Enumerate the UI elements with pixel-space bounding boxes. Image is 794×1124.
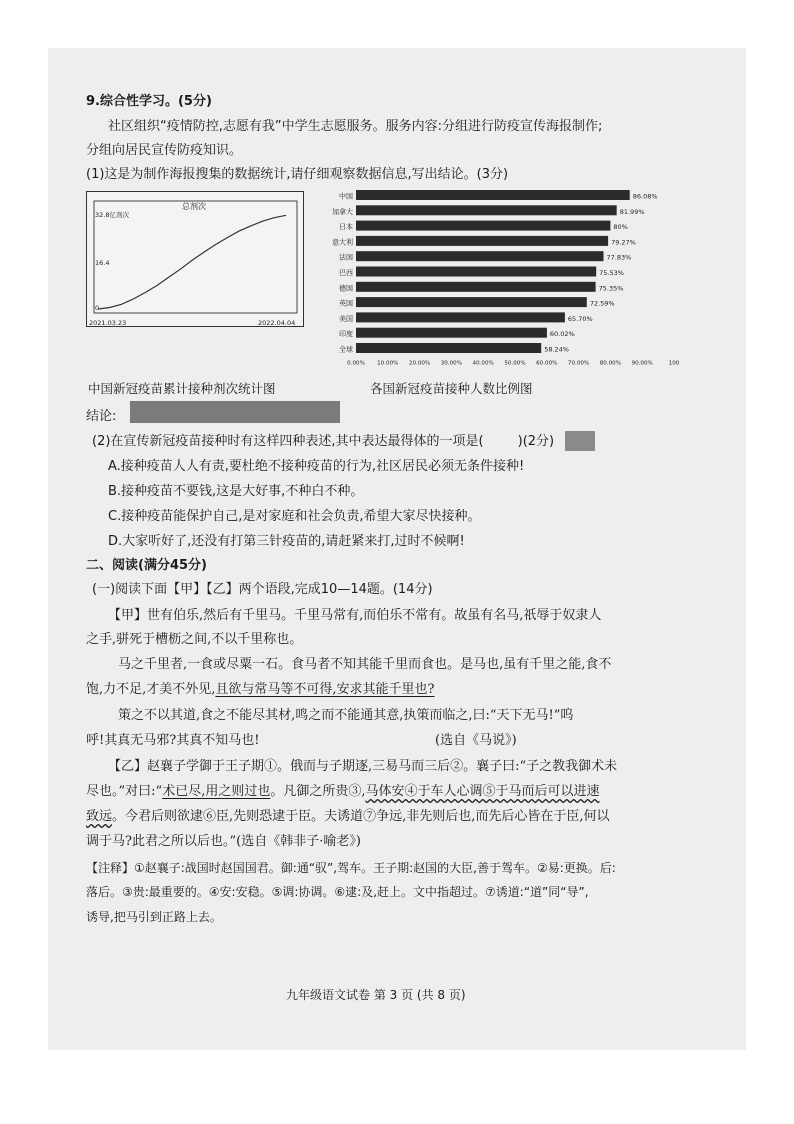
bar bbox=[356, 236, 608, 246]
vaccination-dose-line-chart bbox=[86, 191, 304, 327]
bar-category-label: 英国 bbox=[339, 299, 353, 308]
bar-value-label: 75.35% bbox=[598, 284, 624, 293]
bar-x-tick-label: 30.00% bbox=[440, 360, 463, 367]
line-chart-y-label-zero: 0 bbox=[95, 304, 100, 312]
option-b: B.接种疫苗不要钱,这是大好事,不种白不种。 bbox=[108, 484, 364, 499]
bar-x-tick-label: 10.00% bbox=[377, 360, 399, 367]
bar-x-tick-label: 80.00% bbox=[599, 360, 622, 367]
conclusion-label: 结论: bbox=[86, 409, 117, 424]
bar-chart-caption: 各国新冠疫苗接种人数比例图 bbox=[370, 381, 533, 396]
yi-line-4: 调于马?此君之所以后也。”(选自《韩非子·喻老》) bbox=[86, 834, 361, 849]
bar bbox=[356, 190, 630, 200]
yi-line-1: 【乙】赵襄子学御于王子期①。俄而与子期逐,三易马而三后②。襄子曰:“子之教我御术未 bbox=[108, 759, 618, 774]
conclusion-answer-redacted bbox=[130, 401, 340, 423]
yi-line-2 bbox=[86, 783, 599, 801]
bar-value-label: 75.53% bbox=[599, 269, 624, 277]
bar-value-label: 81.99% bbox=[619, 207, 645, 216]
jia-underlined-sentence: 且欲与常马等不可得,安求其能千里也? bbox=[215, 682, 435, 697]
bar-category-label: 日本 bbox=[339, 223, 353, 232]
yi-wavy-underlined-end: 致远 bbox=[86, 809, 113, 824]
bar-category-label: 全球 bbox=[339, 345, 353, 354]
page-footer: 九年级语文试卷 第 3 页 (共 8 页) bbox=[286, 988, 466, 1002]
bar-x-tick-label: 70.00% bbox=[567, 360, 590, 367]
line-chart-title: 总剂次 bbox=[182, 202, 206, 211]
jia-line-3: 马之千里者,一食或尽粟一石。食马者不知其能千里而食也。是马也,虽有千里之能,食不 bbox=[118, 657, 612, 672]
bar-value-label: 77.83% bbox=[606, 253, 632, 262]
jia-line-4-text: 饱,力不足,才美不外见, bbox=[86, 682, 216, 697]
jia-line-2: 之手,骈死于槽枥之间,不以千里称也。 bbox=[86, 632, 303, 647]
bar-category-label: 加拿大 bbox=[332, 207, 353, 216]
bar-category-label: 中国 bbox=[339, 192, 353, 201]
question-9-part2 bbox=[92, 433, 554, 451]
yi-line-2-pre: 尽也。”对曰:“ bbox=[86, 784, 163, 799]
bar-x-tick-label: 20.00% bbox=[408, 360, 431, 367]
bar-category-label: 法国 bbox=[339, 253, 353, 262]
yi-line-3 bbox=[86, 808, 610, 826]
bar-category-label: 美国 bbox=[339, 314, 353, 323]
bar bbox=[356, 343, 541, 353]
bar-category-label: 意大利 bbox=[332, 238, 353, 247]
bar-value-label: 60.02% bbox=[549, 330, 575, 339]
bar bbox=[356, 205, 617, 215]
line-chart-caption: 中国新冠疫苗累计接种剂次统计图 bbox=[88, 381, 276, 396]
bar-x-tick-label: 50.00% bbox=[504, 360, 526, 367]
notes-line-1: 【注释】①赵襄子:战国时赵国国君。御:通“驭”,驾车。王子期:赵国的大臣,善于驾车。②易:更换。后: bbox=[86, 861, 616, 875]
bar-value-label: 58.24% bbox=[544, 345, 570, 354]
bar-value-label: 65.70% bbox=[567, 314, 593, 323]
bar bbox=[356, 267, 596, 277]
line-chart-y-label-mid: 16.4 bbox=[95, 259, 110, 267]
bar-value-label: 79.27% bbox=[611, 238, 636, 247]
jia-line-4 bbox=[86, 681, 435, 699]
yi-line-3-rest: 。今君后则欲逮⑥臣,先则恐逮于臣。夫诱道⑦争远,非先则后也,而先后心皆在于臣,何以 bbox=[112, 809, 610, 824]
option-c: C.接种疫苗能保护自己,是对家庭和社会负责,希望大家尽快接种。 bbox=[108, 509, 481, 524]
bar-x-tick-label: 0.00% bbox=[347, 360, 365, 367]
jia-source: (选自《马说》) bbox=[435, 733, 517, 748]
bar bbox=[356, 297, 587, 307]
line-chart-y-label-top: 32.8亿剂次 bbox=[95, 211, 129, 219]
question-9-intro-line2: 分组向居民宣传防疫知识。 bbox=[86, 143, 243, 158]
yi-wavy-underlined: 马体安④于车人心调⑤于马而后可以进速 bbox=[365, 784, 600, 799]
yi-line-2-mid: 。凡御之所贵③, bbox=[270, 784, 366, 799]
bar bbox=[356, 312, 565, 322]
bar-value-label: 72.59% bbox=[589, 299, 615, 308]
bar-value-label: 80% bbox=[613, 223, 628, 232]
bar-category-label: 巴西 bbox=[339, 269, 353, 277]
question-9-heading: 9.综合性学习。(5分) bbox=[86, 94, 212, 109]
bar-category-label: 德国 bbox=[339, 284, 353, 293]
notes-line-3: 诱导,把马引到正路上去。 bbox=[86, 910, 222, 924]
question-9-part1: (1)这是为制作海报搜集的数据统计,请仔细观察数据信息,写出结论。(3分) bbox=[86, 167, 509, 182]
bar-category-label: 印度 bbox=[339, 330, 353, 339]
section-2-heading: 二、阅读(满分45分) bbox=[86, 558, 207, 573]
option-d: D.大家听好了,还没有打第三针疫苗的,请赶紧来打,过时不候啊! bbox=[108, 534, 465, 549]
bar-value-label: 86.08% bbox=[632, 192, 658, 201]
jia-line-5: 策之不以其道,食之不能尽其材,鸣之而不能通其意,执策而临之,曰:“天下无马!”呜 bbox=[118, 708, 574, 723]
bar bbox=[356, 282, 596, 292]
notes-line-2: 落后。③贵:最重要的。④安:安稳。⑤调:协调。⑥逮:及,赶上。文中指超过。⑦诱道:“道”同“导”, bbox=[86, 885, 589, 899]
jia-line-1: 【甲】世有伯乐,然后有千里马。千里马常有,而伯乐不常有。故虽有名马,祇辱于奴隶人 bbox=[108, 608, 602, 623]
question-9-part2-end: )(2分) bbox=[517, 434, 555, 449]
jia-line-6: 呼!其真无马邪?其真不知马也! bbox=[86, 733, 260, 748]
bar-x-tick-label: 90.00% bbox=[631, 360, 653, 367]
section-2-sub1: (一)阅读下面【甲】【乙】两个语段,完成10—14题。(14分) bbox=[92, 582, 433, 597]
line-chart-x-end: 2022.04.04 bbox=[258, 319, 296, 327]
question-9-intro-line1: 社区组织“疫情防控,志愿有我”中学生志愿服务。服务内容:分组进行防疫宣传海报制作; bbox=[108, 119, 603, 134]
part2-answer-redacted bbox=[565, 431, 595, 451]
option-a: A.接种疫苗人人有责,要杜绝不接种疫苗的行为,社区居民必须无条件接种! bbox=[108, 459, 525, 474]
bar bbox=[356, 221, 610, 231]
bar-x-tick-label: 40.00% bbox=[472, 360, 494, 367]
bar-x-tick-label: 100 bbox=[668, 360, 680, 367]
question-9-part2-text: (2)在宣传新冠疫苗接种时有这样四种表述,其中表达最得体的一项是( bbox=[92, 434, 484, 449]
line-chart-x-start: 2021.03.23 bbox=[89, 319, 127, 327]
bar-x-tick-label: 60.00% bbox=[536, 360, 558, 367]
vaccination-rate-bar-chart bbox=[322, 186, 682, 376]
yi-underlined-1: 术已尽,用之则过也 bbox=[162, 784, 271, 799]
bar bbox=[356, 328, 547, 338]
bar bbox=[356, 251, 604, 261]
